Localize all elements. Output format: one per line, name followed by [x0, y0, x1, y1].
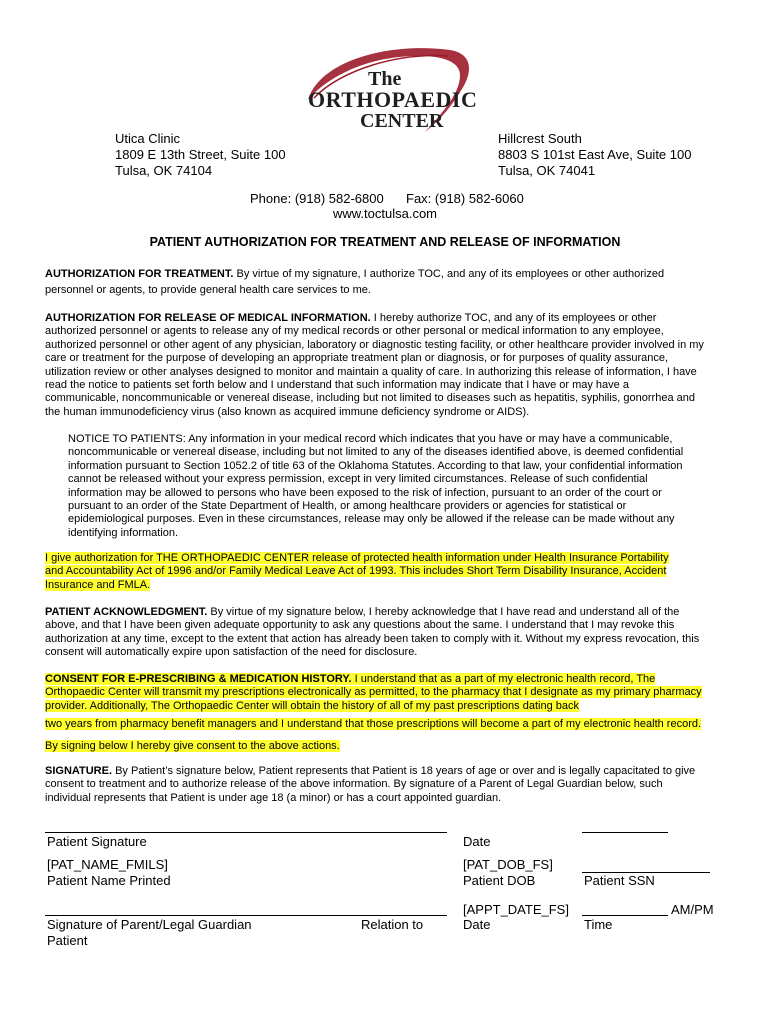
patient-dob-field[interactable]: [PAT_DOB_FS] — [463, 857, 553, 872]
patient-signature-label: Patient Signature — [47, 834, 147, 849]
patient-name-field[interactable]: [PAT_NAME_FMILS] — [47, 857, 168, 872]
logo-orthopaedic-text: ORTHOPAEDIC — [308, 87, 478, 112]
phone-number: Phone: (918) 582-6800 — [250, 191, 384, 206]
patient-dob-label: Patient DOB — [463, 873, 536, 888]
treatment-text-1: By virtue of my signature, I authorize TOC, and any of its employees or other authorized — [233, 268, 665, 280]
hipaa-authorization — [45, 552, 725, 592]
eprescribing-heading: CONSENT FOR E-PRESCRIBING & MEDICATION HISTORY. — [45, 673, 352, 685]
logo-the-text: The — [368, 68, 402, 90]
release-heading: AUTHORIZATION FOR RELEASE OF MEDICAL INFORMATION. — [45, 312, 371, 324]
eprescribing-line: two years from pharmacy benefit managers and I understand that those prescriptions will become a part of my electronic health record. — [45, 718, 702, 731]
treatment-text-2: personnel or agents, to provide general health care services to me. — [45, 284, 371, 297]
patient-ssn-label: Patient SSN — [584, 873, 655, 888]
orthopaedic-center-logo — [300, 40, 480, 136]
notice-line: pursuant to an order of the State Department of Health, or among healthcare providers or agencies for statistical or — [68, 500, 627, 513]
right-clinic-address — [498, 131, 691, 179]
acknowledgment-heading: PATIENT ACKNOWLEDGMENT. — [45, 606, 208, 618]
patient-acknowledgment-section — [45, 606, 725, 660]
right-clinic-city: Tulsa, OK 74041 — [498, 163, 596, 178]
guardian-signature-label: Signature of Parent/Legal Guardian — [47, 917, 252, 932]
hipaa-line: I give authorization for THE ORTHOPAEDIC CENTER release of protected health information under Health Insurance Portability — [45, 552, 669, 564]
guardian-signature-line[interactable] — [45, 915, 447, 916]
eprescribing-first-line: I understand that as a part of my electronic health record, The — [351, 673, 656, 685]
notice-line: identifying information. — [68, 526, 179, 539]
date-2-label: Date — [463, 917, 491, 932]
right-clinic-street: 8803 S 101st East Ave, Suite 100 — [498, 147, 692, 162]
right-clinic-name: Hillcrest South — [498, 131, 582, 146]
release-line: read the notice to patients set forth below and I understand that such information may indicate that I have or may have a — [45, 379, 629, 392]
patient-name-printed-label: Patient Name Printed — [47, 873, 171, 888]
signature-line: consent to treatment and to authorize release of the above information. By signature of a Parent of Legal Guardian below, such — [45, 778, 663, 791]
document-title: PATIENT AUTHORIZATION FOR TREATMENT AND RELEASE OF INFORMATION — [149, 235, 621, 249]
acknowledgment-first-line: By virtue of my signature below, I hereby acknowledge that I have read and understand all of the — [207, 606, 680, 618]
signature-section — [45, 765, 725, 805]
notice-line: NOTICE TO PATIENTS: Any information in your medical record which indicates that you have or may have a communicable, — [68, 433, 673, 445]
left-clinic-street: 1809 E 13th Street, Suite 100 — [115, 147, 286, 162]
eprescribing-line: provider. Additionally, The Orthopaedic Center will obtain the history of all of my past prescriptions dating back — [45, 699, 579, 712]
acknowledgment-line: consent will automatically expire upon satisfaction of the need for disclosure. — [45, 646, 418, 659]
patient-signature-line[interactable] — [45, 832, 447, 833]
signature-line: individual represents that Patient is under age 18 (a minor) or has a court appointed guardian. — [45, 791, 502, 804]
date-label: Date — [463, 834, 491, 849]
release-line: care or treatment for the purpose of developing an appropriate treatment plan or diagnosis, or for purposes of quality assurance, — [45, 352, 669, 365]
logo-center-text: CENTER — [360, 110, 444, 132]
appt-date-field[interactable]: [APPT_DATE_FS] — [463, 902, 569, 917]
release-line: authorized personnel or other agent of any physician, laboratory or diagnostic testing facility, or other healthcare provider involved in my — [45, 338, 704, 351]
eprescribing-line: By signing below I hereby give consent to the above actions. — [45, 739, 340, 752]
notice-to-patients — [68, 433, 728, 540]
am-pm-label: AM/PM — [671, 902, 714, 917]
treatment-heading: AUTHORIZATION FOR TREATMENT. — [45, 268, 234, 280]
website[interactable]: www.toctulsa.com — [332, 206, 438, 221]
hipaa-line: Insurance and FMLA. — [45, 578, 151, 591]
relation-to-label: Relation to — [361, 917, 424, 932]
signature-first-line: By Patient’s signature below, Patient represents that Patient is 18 years of age or over and is legally capacitated to give — [112, 765, 696, 777]
release-line: utilization review or other analyses designed to monitor and maintain a quality of care. In authorizing this release of information, I have — [45, 365, 697, 378]
time-line[interactable] — [582, 915, 668, 916]
notice-line: noncommunicable or venereal disease, including but not limited to any of the diseases identified above, is deemed confidential — [68, 446, 684, 459]
release-line: the human immunodeficiency virus (also known as acquired immune deficiency syndrome or AIDS). — [45, 405, 530, 418]
acknowledgment-line: authorization at any time, except to the extent that action has already been taken to comply with it. Without my express revocation, this — [45, 632, 700, 645]
acknowledgment-line: above, and that I have been given adequate opportunity to ask any questions about the same. I understand that I may revoke this — [45, 619, 675, 632]
left-clinic-name: Utica Clinic — [115, 131, 181, 146]
eprescribing-line: Orthopaedic Center will transmit my prescriptions electronically as permitted, to the pharmacy that I designate as my primary pharmacy — [45, 686, 702, 699]
notice-line: information pursuant to Section 1052.2 of title 63 of the Oklahoma Statutes. According to that law, your confidential information — [68, 459, 683, 472]
release-line: authorized personnel or agents to release any of my medical records or other personal or medical information to any employee, — [45, 325, 664, 338]
notice-line: epidemiological purposes. Even in these circumstances, release may only be allowed if the release can be made without any — [68, 513, 675, 526]
hipaa-line: and Accountability Act of 1996 and/or Family Medical Leave Act of 1993. This includes Short Term Disability Insurance, Accident — [45, 565, 667, 578]
date-line[interactable] — [582, 832, 668, 833]
release-first-line: I hereby authorize TOC, and any of its employees or other — [370, 312, 657, 324]
left-clinic-city: Tulsa, OK 74104 — [115, 163, 213, 178]
notice-line: information may be allowed to persons who have been exposed to the risk of infection, pursuant to an order of the court or — [68, 486, 662, 499]
left-clinic-address — [115, 131, 286, 179]
authorization-treatment-section — [45, 268, 725, 298]
release-line: communicable, noncommunicable or venereal disease, including but not limited to diseases such as hepatitis, syphilis, gonorrhea and — [45, 392, 695, 405]
time-label: Time — [584, 917, 613, 932]
signature-heading: SIGNATURE. — [45, 765, 113, 777]
notice-line: cannot be released without your express permission, except in very limited circumstances. Release of such confidential — [68, 473, 648, 486]
fax-number: Fax: (918) 582-6060 — [406, 191, 524, 206]
authorization-release-section — [45, 312, 725, 419]
patient-relation-label: Patient — [47, 933, 88, 948]
e-prescribing-consent — [45, 673, 725, 753]
